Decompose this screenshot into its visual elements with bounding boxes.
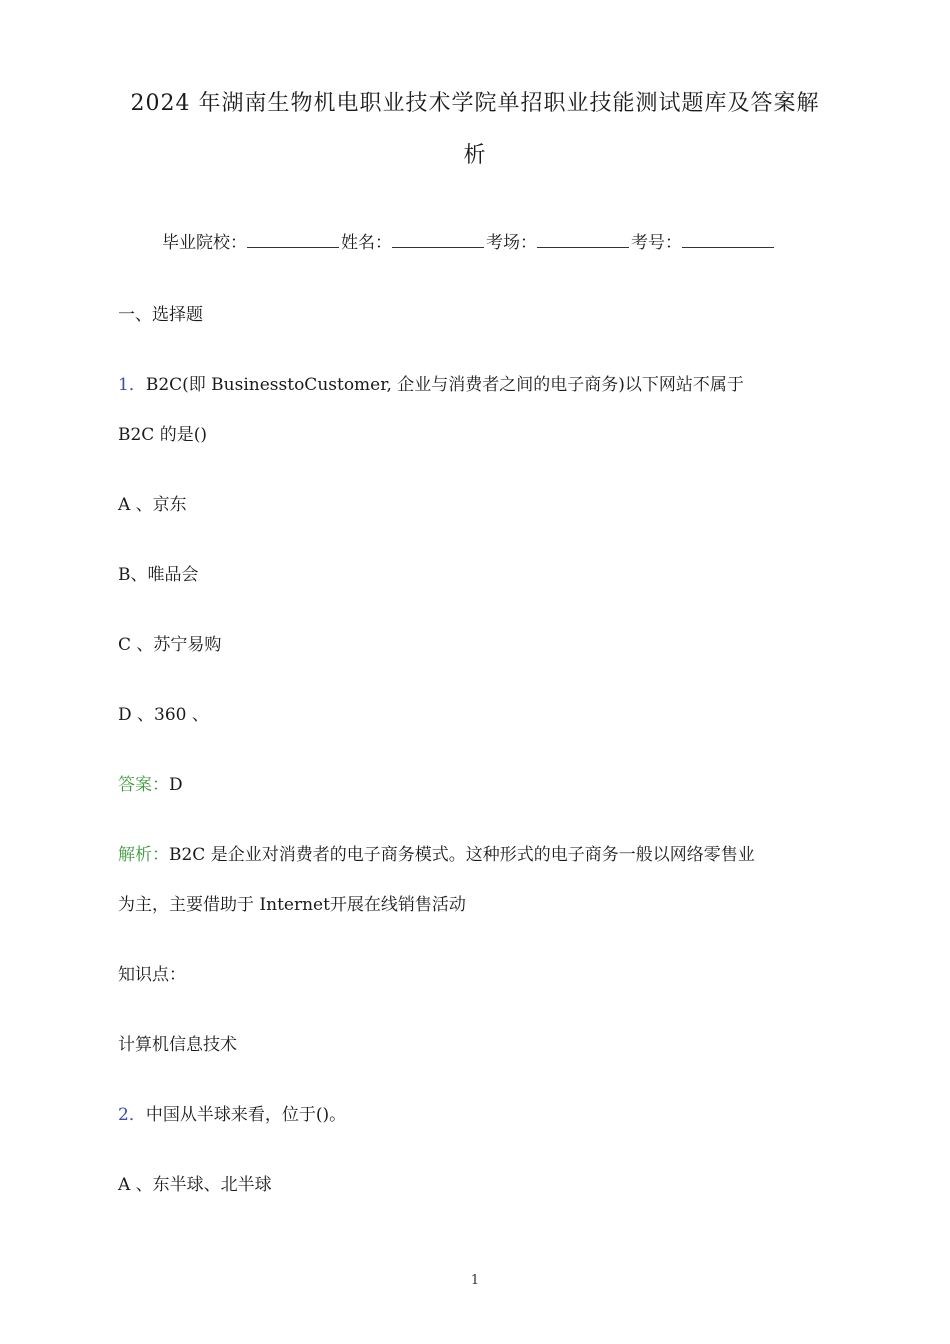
question-1-line-2: B2C 的是() (118, 425, 207, 445)
question-1-analysis-line-1 (118, 840, 755, 865)
number-blank (682, 233, 774, 248)
knowledge-point-label: 知识点： (118, 965, 186, 985)
question-1-text: B2C(即 BusinesstoCustomer, 企业与消费者之间的电子商务)以下网站不属于 (145, 375, 744, 395)
question-1-option-b: B、唯品会 (118, 565, 199, 585)
name-label: 姓名： (341, 233, 392, 253)
name-blank (392, 233, 484, 248)
question-1-analysis-line-2: 为主，主要借助于 Internet开展在线销售活动 (118, 895, 466, 915)
question-2-number: 2． (118, 1105, 146, 1125)
question-1-answer (118, 770, 183, 795)
question-1-option-d: D 、360 、 (118, 705, 209, 725)
title-line-2: 析 (463, 143, 487, 168)
document-title (100, 78, 850, 182)
school-label: 毕业院校： (162, 233, 247, 253)
exam-info-line (162, 228, 776, 253)
room-label: 考场： (486, 233, 537, 253)
question-2-text: 中国从半球来看，位于()。 (145, 1105, 347, 1125)
question-1-option-a: A 、京东 (118, 495, 187, 515)
answer-value: D (169, 775, 183, 795)
question-2-line (118, 1100, 346, 1125)
question-1-line-1 (118, 370, 744, 395)
question-2-option-a: A 、东半球、北半球 (118, 1175, 272, 1195)
question-1-number: 1． (118, 375, 146, 395)
number-label: 考号： (631, 233, 682, 253)
analysis-text: B2C 是企业对消费者的电子商务模式。这种形式的电子商务一般以网络零售业 (169, 845, 755, 865)
question-1-option-c: C 、苏宁易购 (118, 635, 222, 655)
school-blank (247, 233, 339, 248)
title-line-1: 2024 年湖南生物机电职业技术学院单招职业技能测试题库及答案解 (130, 91, 820, 116)
analysis-label: 解析： (118, 845, 169, 865)
room-blank (537, 233, 629, 248)
answer-label: 答案： (118, 775, 169, 795)
knowledge-point-value: 计算机信息技术 (118, 1035, 237, 1055)
section-heading: 一、选择题 (118, 305, 203, 325)
page-number: 1 (470, 1273, 480, 1288)
